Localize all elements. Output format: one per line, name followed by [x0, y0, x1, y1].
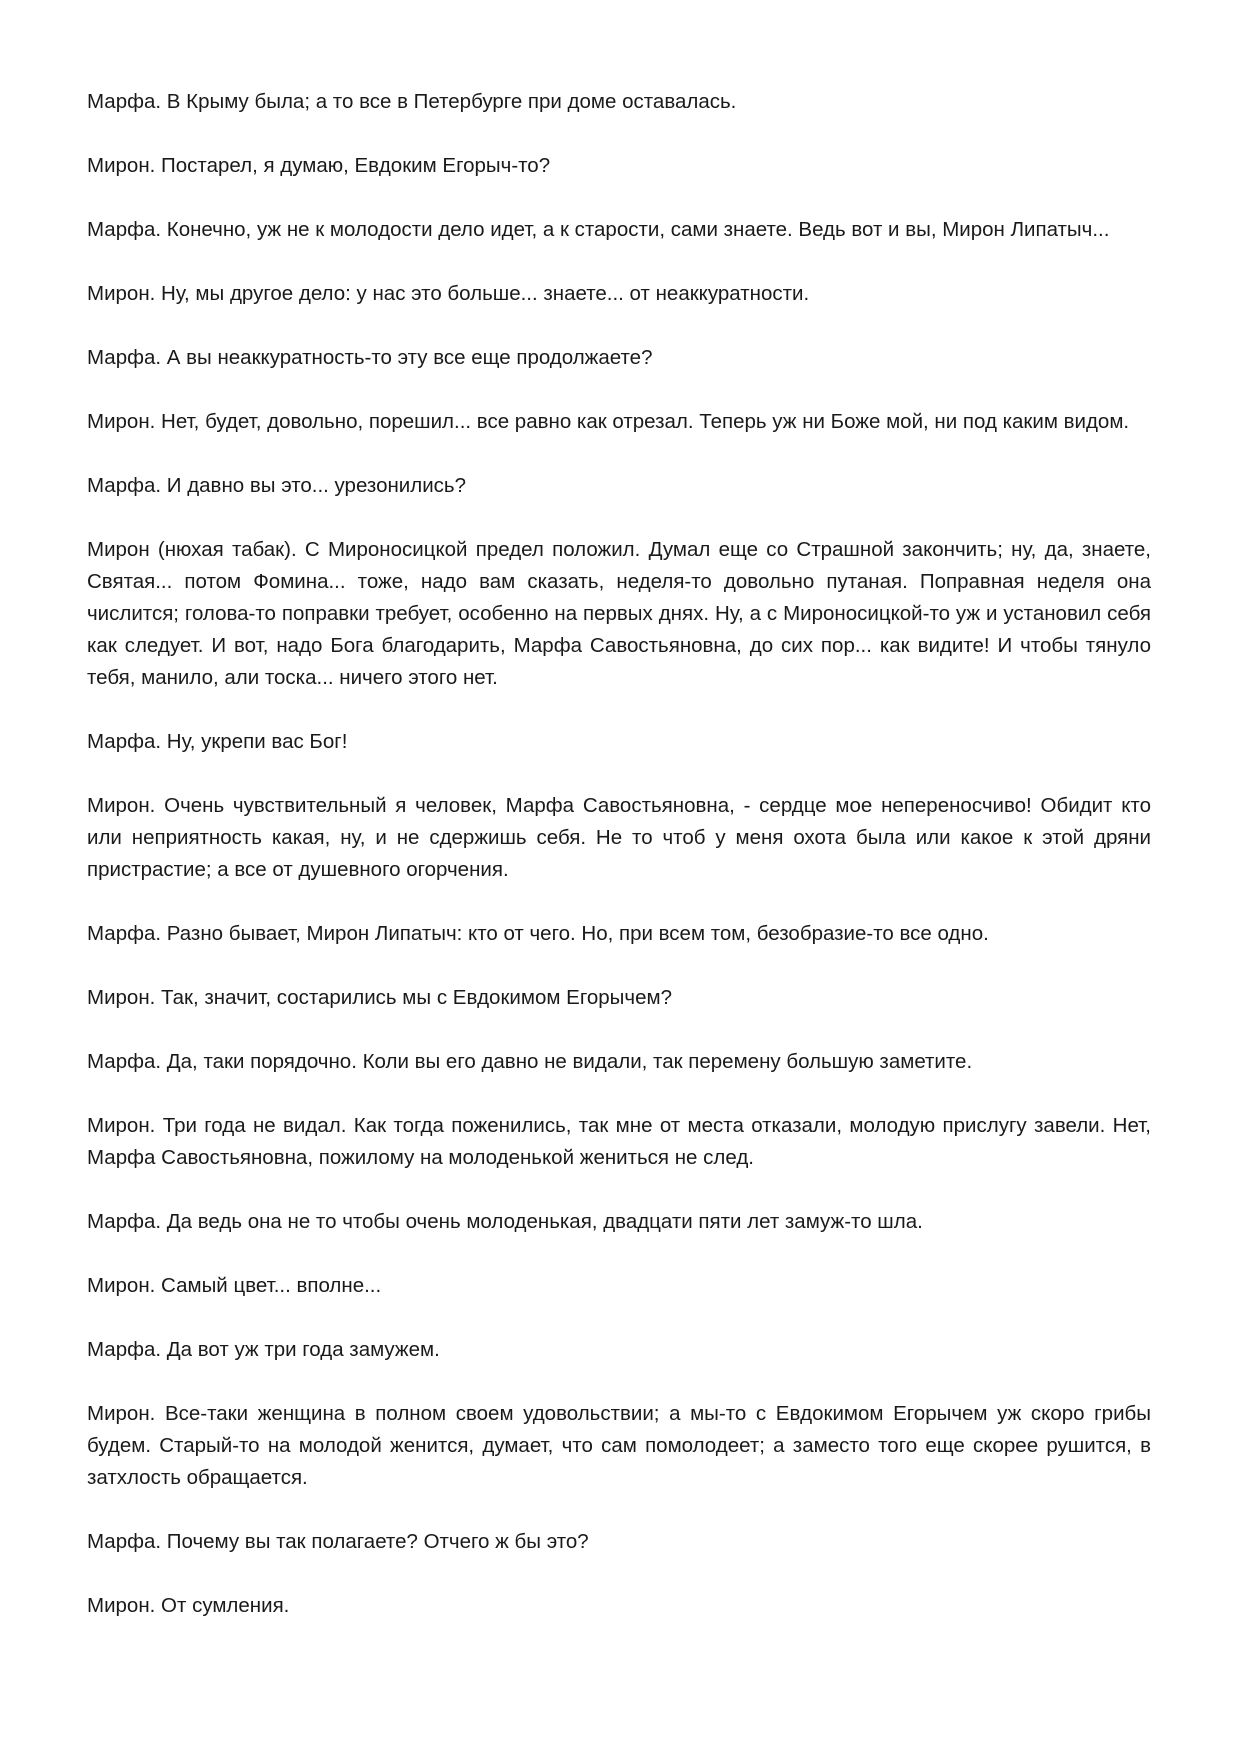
dialogue-line: Марфа. Да вот уж три года замужем. [87, 1338, 440, 1361]
dialogue-line: Мирон. Постарел, я думаю, Евдоким Егорыч-то? [87, 154, 551, 177]
dialogue-line: Мирон. От сумления. [87, 1594, 290, 1617]
dialogue-line: Марфа. Конечно, уж не к молодости дело идет, а к старости, сами знаете. Ведь вот и вы, Мирон Липатыч... [87, 218, 1110, 241]
dialogue-line: Марфа. Почему вы так полагаете? Отчего ж бы это? [87, 1530, 589, 1553]
dialogue-line: Мирон. Так, значит, состарились мы с Евдокимом Егорычем? [87, 986, 672, 1009]
dialogue-line: Марфа. Да, таки порядочно. Коли вы его давно не видали, так перемену большую заметите. [87, 1050, 973, 1073]
dialogue-line: Марфа. А вы неаккуратность-то эту все еще продолжаете? [87, 346, 653, 369]
dialogue-line: Марфа. Разно бывает, Мирон Липатыч: кто от чего. Но, при всем том, безобразие-то все одно. [87, 922, 989, 945]
dialogue-line: Марфа. И давно вы это... урезонились? [87, 474, 466, 497]
dialogue-line: Марфа. В Крыму была; а то все в Петербурге при доме оставалась. [87, 90, 737, 113]
dialogue-line: Мирон. Ну, мы другое дело: у нас это больше... знаете... от неаккуратности. [87, 282, 810, 305]
dialogue-line: Марфа. Ну, укрепи вас Бог! [87, 730, 348, 753]
dialogue-line: Мирон. Все-таки женщина в полном своем удовольствии; а мы-то с Евдокимом Егорычем уж скоро грибы будем. Старый-то на молодой женится, думает, что сам помолодеет; а заместо того еще скорее рушится, в затхлость обращается. [87, 1402, 1151, 1489]
dialogue-text [87, 86, 1151, 1622]
dialogue-line: Мирон. Нет, будет, довольно, порешил... все равно как отрезал. Теперь уж ни Боже мой, ни под каким видом. [87, 410, 1130, 433]
dialogue-line: Мирон. Самый цвет... вполне... [87, 1274, 382, 1297]
dialogue-line: Мирон. Очень чувствительный я человек, Марфа Савостьяновна, - сердце мое непереносчиво! Обидит кто или неприятность какая, ну, и не сдержишь себя. Не то чтоб у меня охота была или какое к этой дряни пристрастие; а все от душевного огорчения. [87, 794, 1151, 881]
dialogue-line: Марфа. Да ведь она не то чтобы очень молоденькая, двадцати пяти лет замуж-то шла. [87, 1210, 923, 1233]
dialogue-line: Мирон. Три года не видал. Как тогда поженились, так мне от места отказали, молодую прислугу завели. Нет, Марфа Савостьяновна, пожилому на молоденькой жениться не след. [87, 1114, 1151, 1169]
dialogue-line: Мирон (нюхая табак). С Мироносицкой предел положил. Думал еще со Страшной закончить; ну, да, знаете, Святая... потом Фомина... тоже, надо вам сказать, неделя-то довольно путаная. Поправная неделя она числится; голова-то поправки требует, особенно на первых днях. Ну, а с Мироносицкой-то уж и установил себя как следует. И вот, надо Бога благодарить, Марфа Савостьяновна, до сих пор... как видите! И чтобы тянуло тебя, манило, али тоска... ничего этого нет. [87, 538, 1151, 689]
